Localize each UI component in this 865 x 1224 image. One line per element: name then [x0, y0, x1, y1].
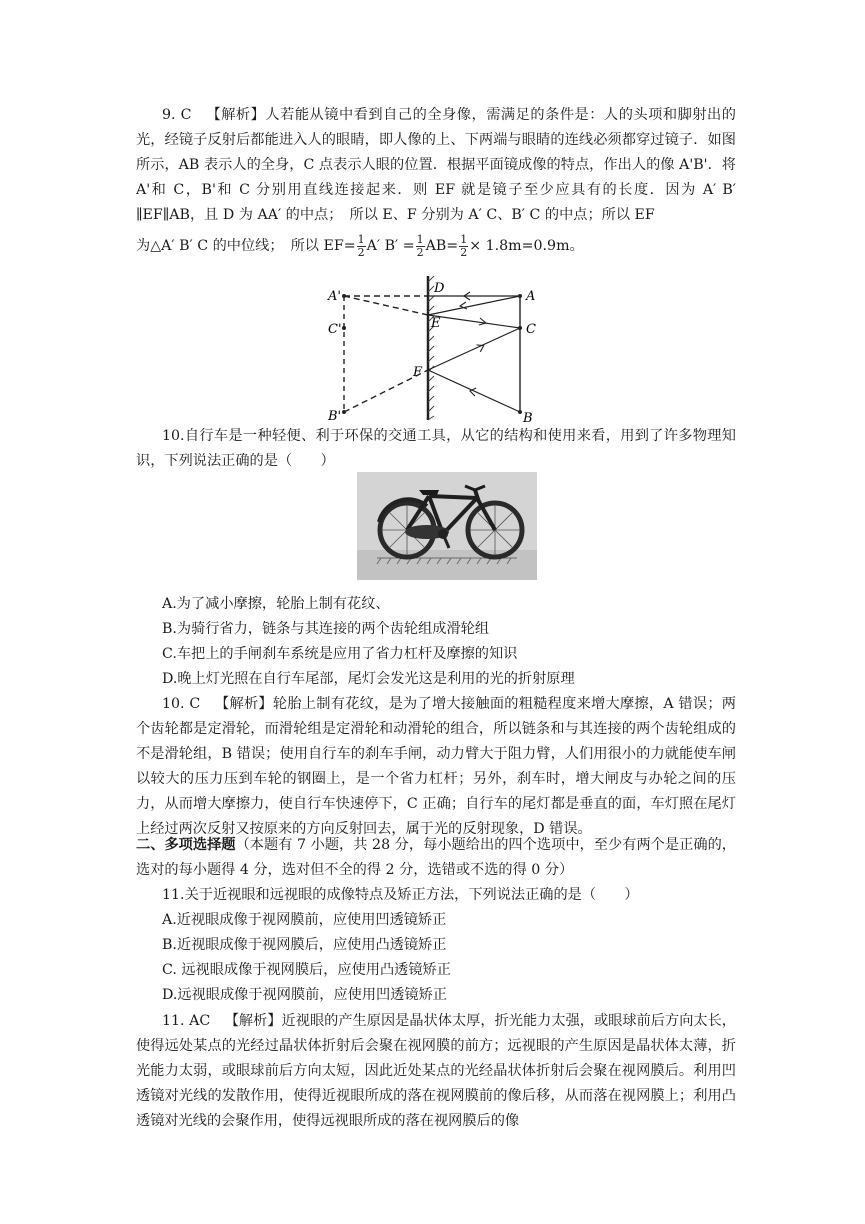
section-2-heading [136, 833, 736, 883]
point-b [518, 410, 522, 414]
fraction: $\frac{1}{2}$ [357, 232, 365, 259]
q9-conclusion-a: 为△A′ B′ C 的中位线； 所以 EF= [136, 238, 356, 254]
q10-text: 轮胎上制有花纹，是为了增大接触面的粗糙程度来增大摩擦，A 错误；两个齿轮都是定滑轮，而滑轮组是定滑轮和动滑轮的组合，所以链条和与其连接的两个齿轮组成的不是滑轮组，B 错误；使用自行车的刹车手闸，动力臂大于阻力臂，人们用很小的力就能使车闸以较大的压力压到车轮的钢圈上，是一个省力杠杆；另外，刹车时，增大闸皮与办轮之间的压力，从而增大摩擦力，使自行车快速停下，C 正确；自行车的尾灯都是垂直的面，车灯照在尾灯上经过两次反射又按原来的方向反射回去，属于光的反射现象，D 错误。 [136, 696, 736, 837]
section-2-title: 二、多项选择题 [136, 837, 236, 853]
q11-option-c: C. 远视眼成像于视网膜后，应使用凸透镜矫正 [162, 962, 451, 978]
q10-number: 10. C [162, 696, 201, 712]
point-c [518, 326, 522, 330]
fraction: $\frac{1}{2}$ [416, 232, 424, 259]
ray-e-c [428, 315, 520, 328]
q11-option-d: D.远视眼成像于视网膜前，应使用凹透镜矫正 [162, 987, 447, 1003]
q10-option-a: A.为了减小摩擦，轮胎上制有花纹、 [162, 596, 390, 612]
point-aprime [342, 294, 346, 298]
q10-analysis [136, 692, 736, 842]
label-aprime: A' [328, 289, 341, 304]
q9-text: 人若能从镜中看到自己的全身像，需满足的条件是：人的头项和脚射出的光，经镜子反射后都能进入人的眼睛，即人像的上、下两端与眼睛的连线必须都穿过镜子．如图所示，AB 表示人的全身，C 点表示人眼的位置．根据平面镜成像的特点，作出人的像 A'B'．将 A'和 C，B'和 C 分别用直线连接起来．则 EF 就是镜子至少应具有的长度．因为 A′ B′ ∥EF∥AB，且 D 为 AA′ 的中点； 所以 E、F 分别为 A′ C、B′ C 的中点；所以 EF [136, 107, 736, 223]
bicycle-image [357, 472, 537, 580]
q11-number: 11. AC [162, 1013, 211, 1029]
line-aprime-e [344, 296, 428, 315]
q10-option-d: D.晚上灯光照在自行车尾部，尾灯会发光这是利用的光的折射原理 [162, 671, 575, 687]
q10-option-b: B.为骑行省力，链条与其连接的两个齿轮组成滑轮组 [162, 621, 490, 637]
q10-option-c: C.车把上的手闸刹车系统是应用了省力杠杆及摩擦的知识 [162, 646, 518, 662]
q11-stem: 11.关于近视眼和远视眼的成像特点及矫正方法，下列说法正确的是（ ） [162, 887, 639, 903]
q9-conclusion [136, 229, 736, 263]
q11-tag: 【解析】 [224, 1013, 282, 1029]
label-cprime: C' [328, 322, 342, 337]
ray-f-c [428, 328, 520, 370]
q9-conclusion-d: × 1.8m=0.9m。 [469, 238, 584, 254]
point-a [518, 294, 522, 298]
q11-option-b: B.近视眼成像于视网膜后，应使用凸透镜矫正 [162, 937, 447, 953]
label-b: B [523, 411, 533, 425]
label-f: F [413, 365, 423, 380]
q9-conclusion-c: AB= [425, 238, 459, 254]
q9-conclusion-b: A′ B′ = [366, 238, 415, 254]
point-cprime [342, 326, 346, 330]
q10-stem: 10.自行车是一种轻便、利于环保的交通工具，从它的结构和使用来看，用到了许多物理知识，下列说法正确的是（ ） [136, 428, 736, 469]
mirror-diagram [320, 270, 550, 425]
q10-tag: 【解析】 [215, 696, 273, 712]
q9-number: 9. C [162, 107, 192, 123]
point-bprime [342, 410, 346, 414]
label-a: A [526, 289, 536, 304]
fraction: $\frac{1}{2}$ [460, 232, 468, 259]
ray-b-f [428, 370, 520, 412]
ray-a-e [428, 296, 520, 315]
label-d: D [434, 281, 445, 296]
q11-option-a: A.近视眼成像于视网膜前，应使用凹透镜矫正 [162, 912, 447, 928]
label-c: C [526, 322, 536, 337]
q11-analysis [136, 1009, 736, 1134]
arrow-icon [479, 318, 486, 325]
label-e: E [431, 316, 441, 331]
section-2-desc: （本题有 7 小题，共 28 分，每小题给出的四个选项中，至少有两个是正确的，选对的每小题得 4 分，选对但不全的得 2 分，选错或不选的得 0 分） [136, 837, 736, 878]
q9-analysis [136, 103, 736, 228]
label-bprime: B' [328, 409, 342, 424]
q11-text: 近视眼的产生原因是晶状体太厚，折光能力太强，或眼球前后方向太长，使得远处某点的光经过晶状体折射后会聚在视网膜的前方；远视眼的产生原因是晶状体太薄，折光能力太弱，或眼球前后方向太短，因此近处某点的光经晶状体折射后会聚在视网膜后。利用凹透镜对光线的发散作用，使得近视眼所成的落在视网膜前的像后移，从而落在视网膜上；利用凸透镜对光线的会聚作用，使得远视眼所成的落在视网膜后的像 [136, 1013, 736, 1129]
q9-tag: 【解析】 [206, 107, 266, 123]
